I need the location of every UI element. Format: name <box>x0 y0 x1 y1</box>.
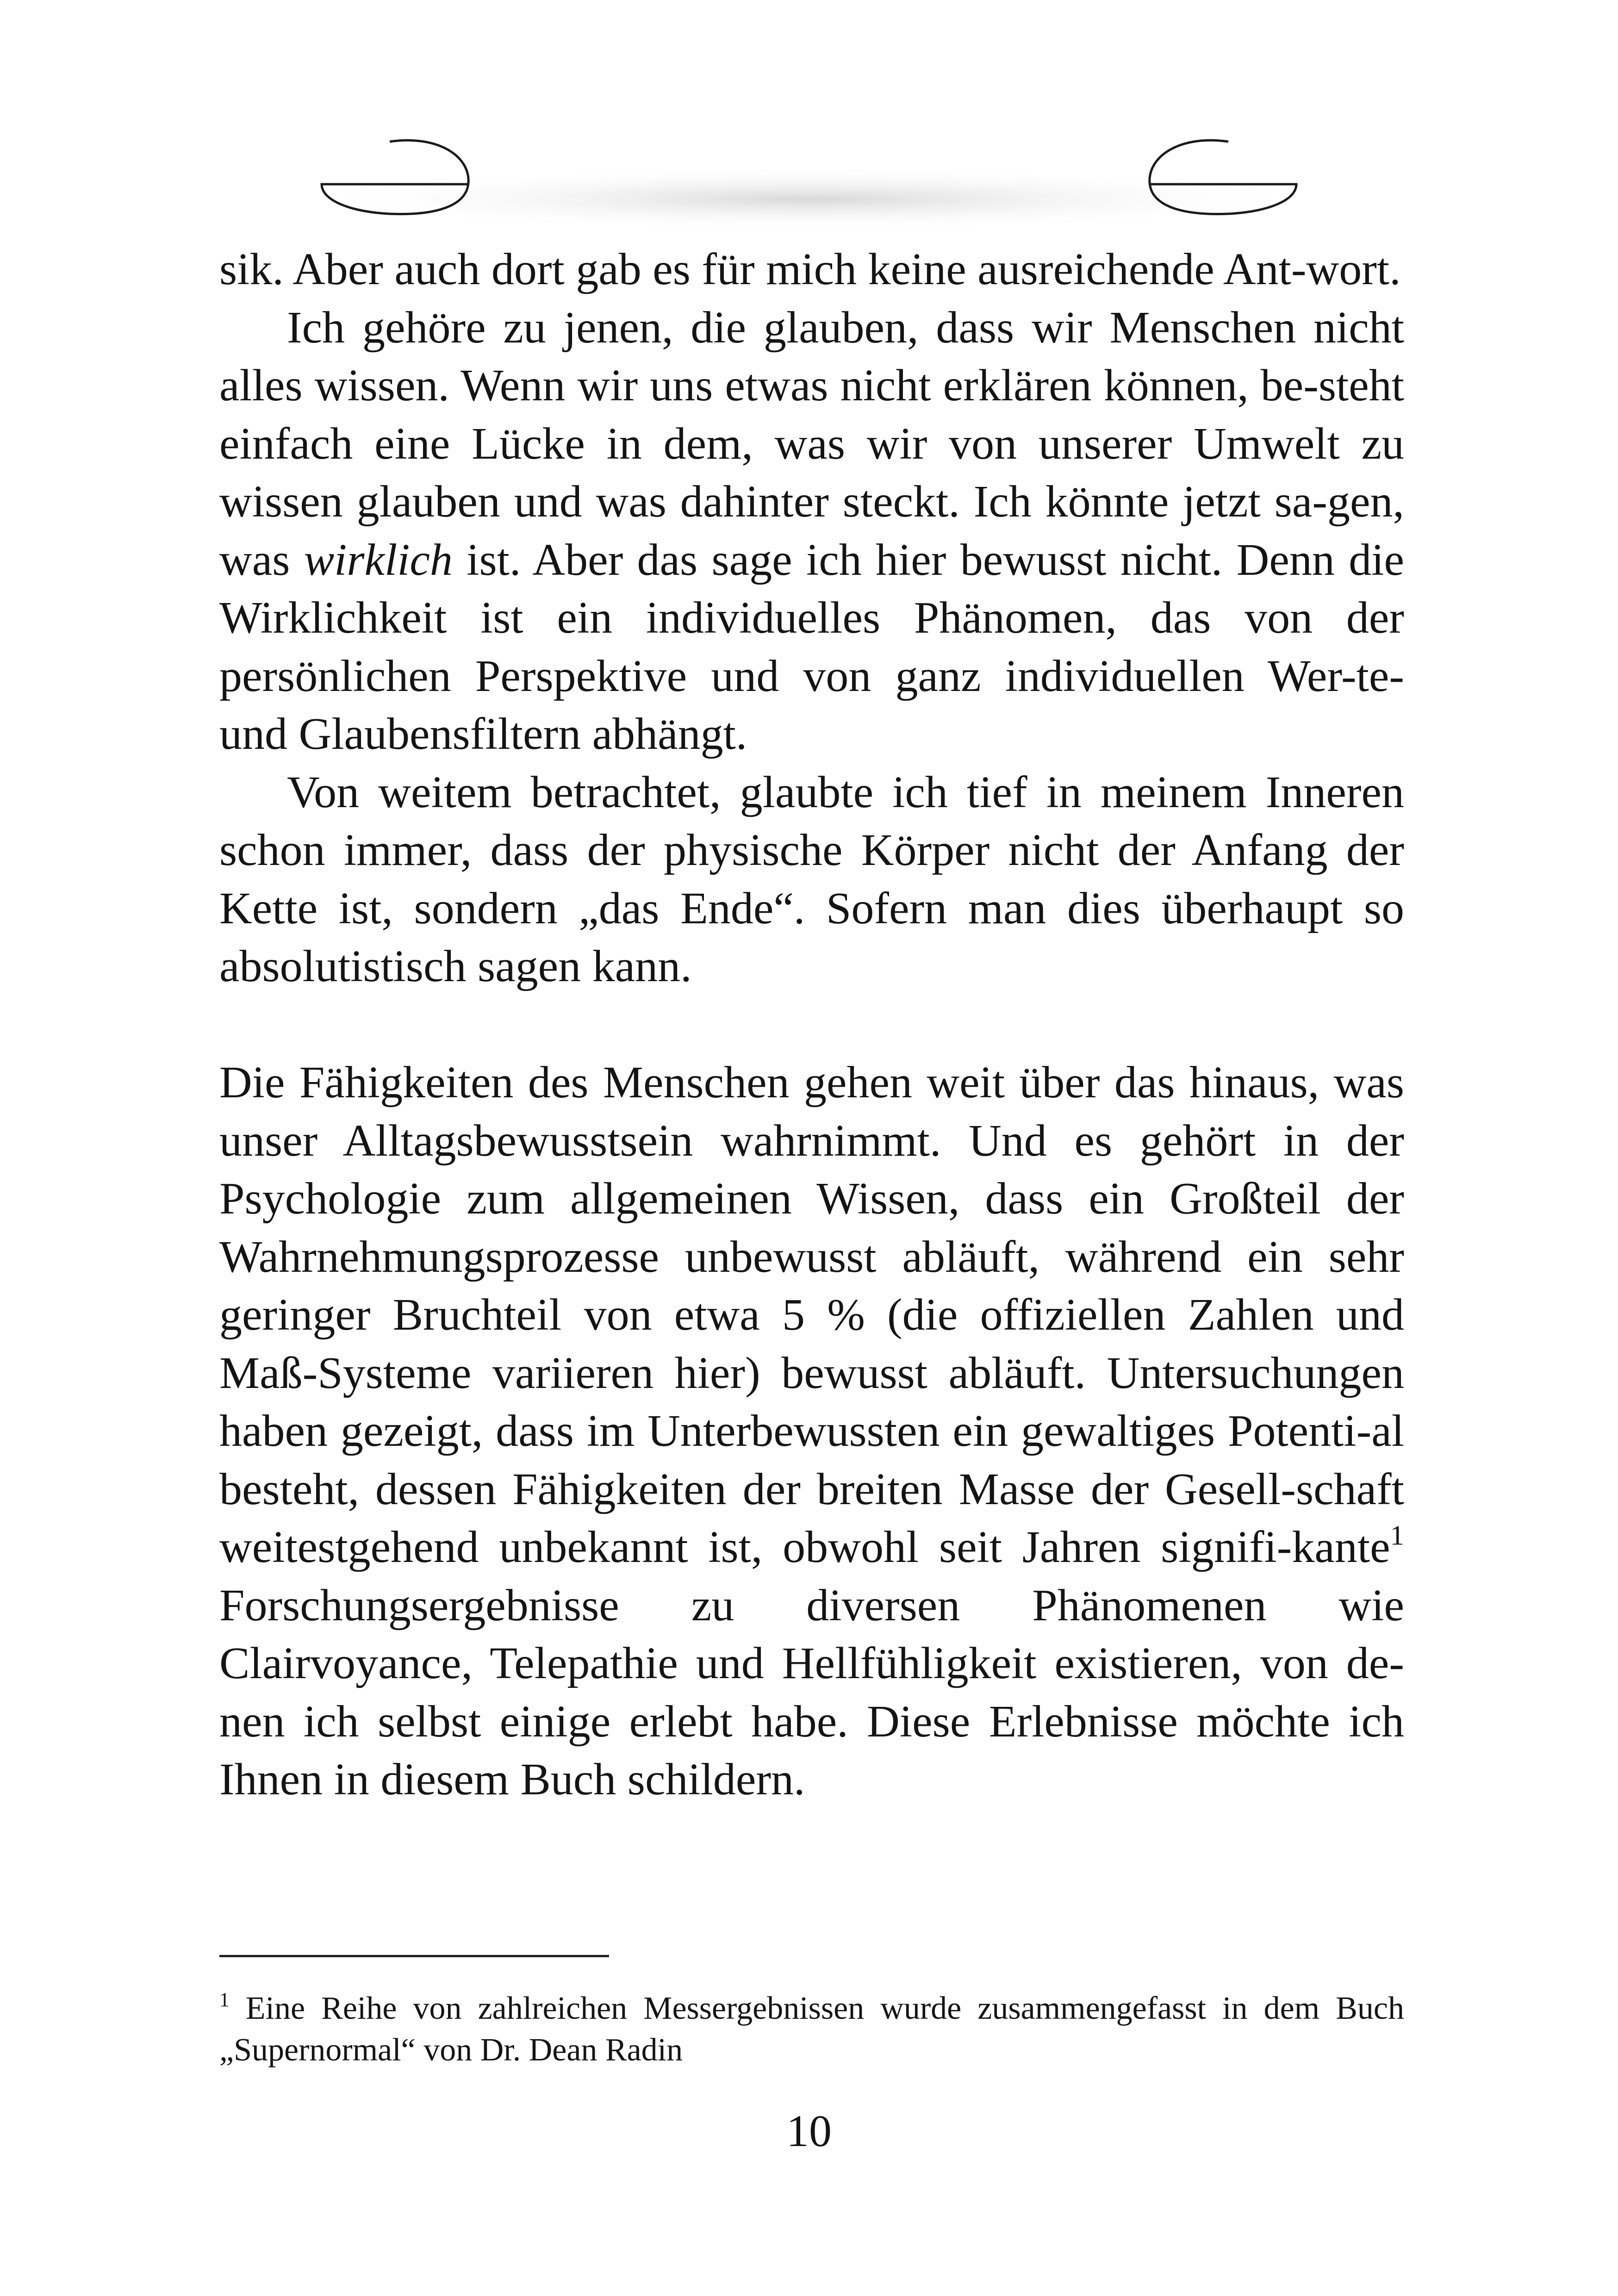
paragraph-1 <box>219 241 1404 299</box>
page-number: 10 <box>786 2106 832 2156</box>
paragraph-gap <box>219 996 1404 1054</box>
paragraph-2 <box>219 299 1404 764</box>
text-run: Ich gehöre zu jenen, die glauben, dass wir Menschen nicht alles wissen. Wenn wir uns etwas nicht erklären können, be-steht einfach eine Lücke in dem, was wir von unserer Umwelt zu wissen glauben und was dahinter steckt. Ich könnte jetzt sa-gen, was <box>219 302 1404 585</box>
text-run: Die Fähigkeiten des Menschen gehen weit über das hinaus, was unser Alltagsbewusstsein wahrnimmt. Und es gehört in der Psychologie zum allgemeinen Wissen, dass ein Großteil der Wahrnehmungsprozesse unbewusst abläuft, während ein sehr geringer Bruchteil von etwa 5 % (die offiziellen Zahlen und Maß-Systeme variieren hier) bewusst abläuft. Untersuchungen haben gezeigt, dass im Unterbewussten ein gewaltiges Potenti-al besteht, dessen Fähigkeiten der breiten Masse der Gesell-schaft weitestgehend unbekannt ist, obwohl seit Jahren signifi-kante <box>219 1058 1404 1572</box>
ornament-shadow <box>300 167 1318 231</box>
footnote-reference[interactable]: 1 <box>1390 1520 1404 1551</box>
emphasis-wirklich: wirklich <box>304 535 453 585</box>
text-run: Von weitem betrachtet, glaubte ich tief in meinem Inneren schon immer, dass der physische Körper nicht der Anfang der Kette ist, sondern „das Ende“. Sofern man dies überhaupt so absolutistisch sagen kann. <box>219 767 1404 991</box>
text-run: sik. Aber auch dort gab es für mich keine ausreichende Ant-wort. <box>219 244 1401 294</box>
paragraph-4 <box>219 1054 1404 1809</box>
footnote-text: Eine Reihe von zahlreichen Messergebnissen wurde zusammengefasst in dem Buch „Supernormal“ von Dr. Dean Radin <box>219 1991 1404 2068</box>
text-run: Forschungsergebnisse zu diversen Phänomenen wie Clairvoyance, Telepathie und Hellfühligkeit existieren, von de-nen ich selbst einige erlebt habe. Diese Erlebnisse möchte ich Ihnen in diesem Buch schildern. <box>219 1580 1404 1804</box>
footnote <box>219 1988 1404 2071</box>
footnote-separator <box>219 1955 609 1957</box>
paragraph-3 <box>219 764 1404 996</box>
body-text <box>219 241 1404 1809</box>
text-run: ist. Aber das sage ich hier bewusst nicht. Denn die Wirklichkeit ist ein individuelles Phänomen, das von der persönlichen Perspektive und von ganz individuellen Wer-te- und Glaubensfiltern abhängt. <box>219 535 1404 759</box>
footnote-marker: 1 <box>219 1989 230 2011</box>
